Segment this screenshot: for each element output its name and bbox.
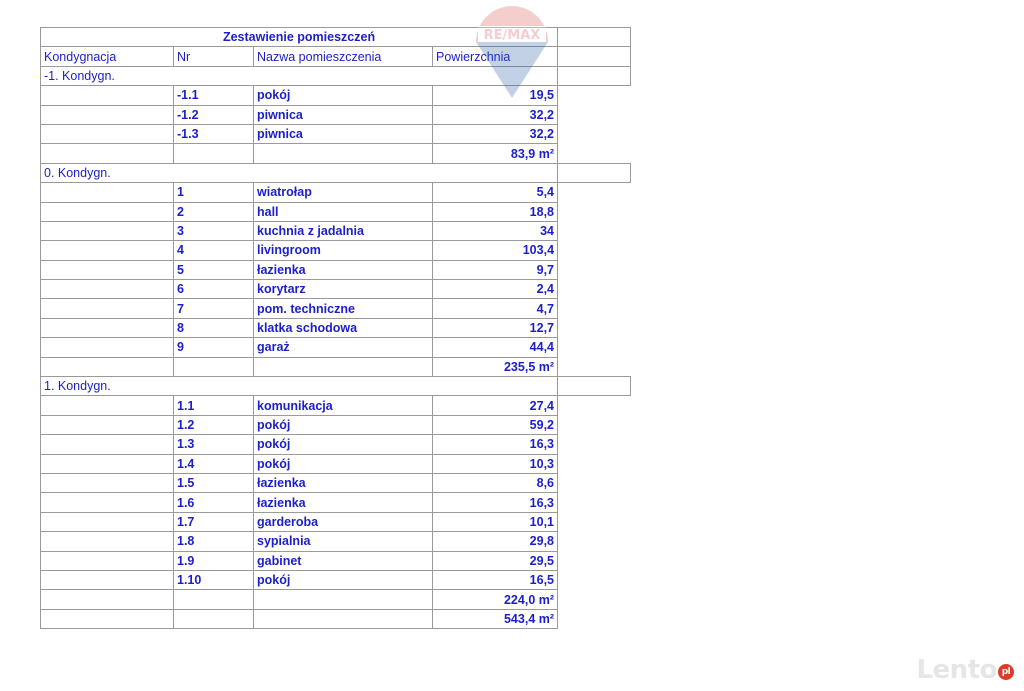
grand-total: 543,4 m² (433, 609, 558, 628)
room-name: pokój (254, 415, 433, 434)
header-powierzchnia: Powierzchnia (433, 47, 558, 66)
room-name: pokój (254, 570, 433, 589)
room-number: 3 (174, 221, 254, 240)
room-schedule-sheet (40, 27, 630, 629)
section-total: 83,9 m² (433, 144, 558, 163)
room-name: łazienka (254, 260, 433, 279)
section-label: 1. Kondygn. (41, 377, 558, 396)
room-area: 32,2 (433, 124, 558, 143)
table-row (41, 435, 631, 454)
room-area: 10,3 (433, 454, 558, 473)
room-number: 1.9 (174, 551, 254, 570)
room-number: 1.8 (174, 532, 254, 551)
table-row (41, 202, 631, 221)
table-row (41, 551, 631, 570)
room-number: 2 (174, 202, 254, 221)
room-number: 1.1 (174, 396, 254, 415)
room-number: -1.2 (174, 105, 254, 124)
table-row (41, 512, 631, 531)
room-name: łazienka (254, 493, 433, 512)
room-name: piwnica (254, 105, 433, 124)
room-number: 8 (174, 318, 254, 337)
table-row (41, 241, 631, 260)
room-number: 5 (174, 260, 254, 279)
grand-total-row (41, 609, 631, 628)
room-name: garderoba (254, 512, 433, 531)
section-row (41, 163, 631, 182)
room-area: 12,7 (433, 318, 558, 337)
table-row (41, 299, 631, 318)
table-row (41, 86, 631, 105)
table-row (41, 183, 631, 202)
room-area: 5,4 (433, 183, 558, 202)
room-name: garaż (254, 338, 433, 357)
room-area: 10,1 (433, 512, 558, 531)
table-row (41, 473, 631, 492)
table-row (41, 338, 631, 357)
table-row (41, 454, 631, 473)
room-name: pokój (254, 454, 433, 473)
room-area: 16,5 (433, 570, 558, 589)
room-area: 16,3 (433, 435, 558, 454)
section-total-row (41, 590, 631, 609)
room-area: 32,2 (433, 105, 558, 124)
section-label: 0. Kondygn. (41, 163, 558, 182)
lento-badge: pl (998, 664, 1014, 680)
table-row (41, 396, 631, 415)
table-row (41, 493, 631, 512)
room-number: 1.2 (174, 415, 254, 434)
table-row (41, 124, 631, 143)
room-name: gabinet (254, 551, 433, 570)
section-label: -1. Kondygn. (41, 66, 558, 85)
section-row (41, 66, 631, 85)
header-nr: Nr (174, 47, 254, 66)
room-name: pokój (254, 86, 433, 105)
room-number: 7 (174, 299, 254, 318)
room-area: 44,4 (433, 338, 558, 357)
table-row (41, 105, 631, 124)
room-area: 4,7 (433, 299, 558, 318)
table-row (41, 532, 631, 551)
room-area: 18,8 (433, 202, 558, 221)
lento-brand-name: Lento (916, 655, 997, 685)
watermark-text: RE/MAX (483, 28, 541, 43)
room-number: 1.6 (174, 493, 254, 512)
room-name: komunikacja (254, 396, 433, 415)
room-number: 1.7 (174, 512, 254, 531)
room-number: 1.10 (174, 570, 254, 589)
room-name: piwnica (254, 124, 433, 143)
room-area: 34 (433, 221, 558, 240)
table-row (41, 280, 631, 299)
section-total: 224,0 m² (433, 590, 558, 609)
room-area: 9,7 (433, 260, 558, 279)
room-name: łazienka (254, 473, 433, 492)
room-name: korytarz (254, 280, 433, 299)
room-name: wiatrołap (254, 183, 433, 202)
room-number: 1 (174, 183, 254, 202)
room-number: -1.3 (174, 124, 254, 143)
room-name: hall (254, 202, 433, 221)
title-row (41, 28, 631, 47)
room-area: 8,6 (433, 473, 558, 492)
room-name: sypialnia (254, 532, 433, 551)
section-total-row (41, 357, 631, 376)
room-area: 27,4 (433, 396, 558, 415)
room-number: 1.4 (174, 454, 254, 473)
section-total: 235,5 m² (433, 357, 558, 376)
room-name: kuchnia z jadalnia (254, 221, 433, 240)
room-number: -1.1 (174, 86, 254, 105)
room-name: pokój (254, 435, 433, 454)
room-number: 4 (174, 241, 254, 260)
header-row (41, 47, 631, 66)
header-nazwa: Nazwa pomieszczenia (254, 47, 433, 66)
table-title: Zestawienie pomieszczeń (41, 28, 558, 47)
room-number: 9 (174, 338, 254, 357)
room-area: 29,5 (433, 551, 558, 570)
header-kondygnacja: Kondygnacja (41, 47, 174, 66)
section-row (41, 377, 631, 396)
table-row (41, 318, 631, 337)
room-number: 1.3 (174, 435, 254, 454)
room-area: 19,5 (433, 86, 558, 105)
room-name: klatka schodowa (254, 318, 433, 337)
table-row (41, 415, 631, 434)
room-area: 16,3 (433, 493, 558, 512)
room-area: 103,4 (433, 241, 558, 260)
table-row (41, 221, 631, 240)
room-schedule-table (40, 27, 631, 629)
table-row (41, 260, 631, 279)
room-name: pom. techniczne (254, 299, 433, 318)
room-area: 29,8 (433, 532, 558, 551)
room-area: 2,4 (433, 280, 558, 299)
room-name: livingroom (254, 241, 433, 260)
room-number: 1.5 (174, 473, 254, 492)
table-row (41, 570, 631, 589)
room-area: 59,2 (433, 415, 558, 434)
room-number: 6 (174, 280, 254, 299)
section-total-row (41, 144, 631, 163)
lento-brand-logo (916, 655, 1014, 685)
